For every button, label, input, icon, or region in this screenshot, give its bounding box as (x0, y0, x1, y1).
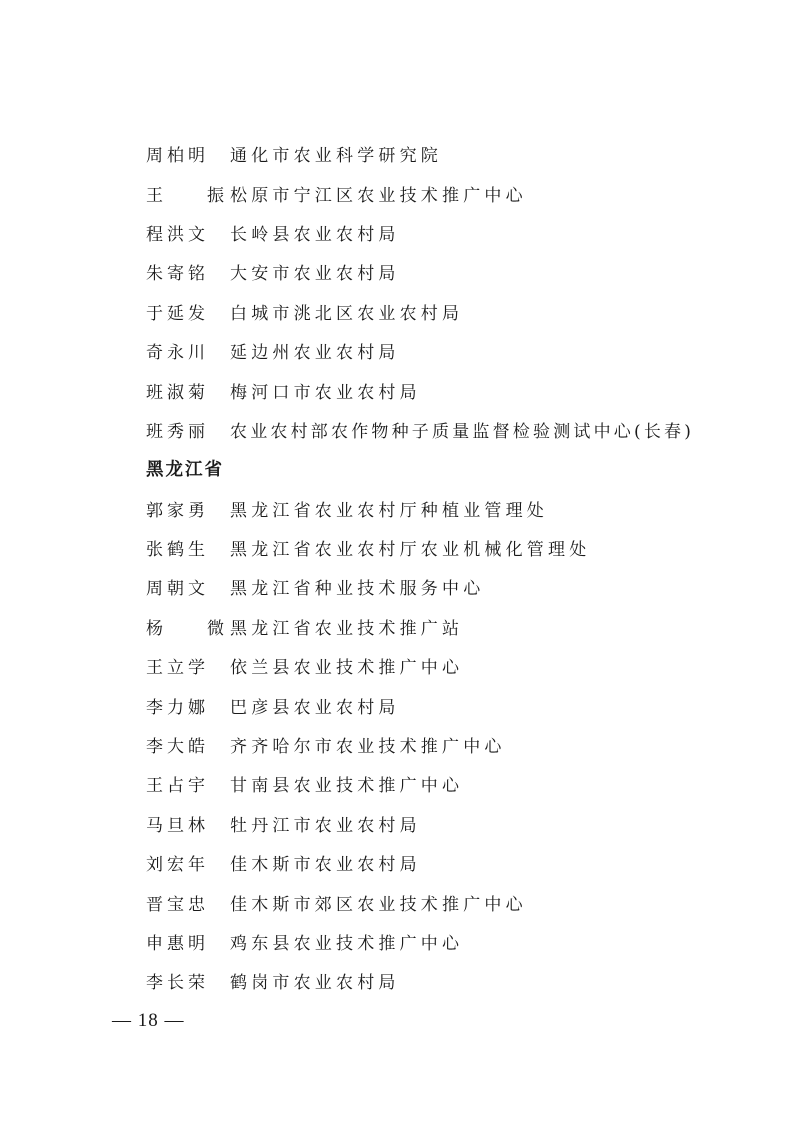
organization: 鸡东县农业技术推广中心 (230, 934, 464, 954)
organization: 黑龙江省种业技术服务中心 (230, 579, 485, 600)
section-heading-heilongjiang: 黑龙江省 (146, 460, 224, 481)
list-item (146, 528, 746, 567)
person-name: 李长荣 (146, 973, 209, 994)
list-item (146, 567, 746, 606)
organization: 松原市宁江区农业技术推广中心 (230, 185, 527, 206)
list-item (146, 331, 746, 370)
organization: 依兰县农业技术推广中心 (230, 658, 464, 679)
organization: 通化市农业科学研究院 (230, 146, 442, 167)
list-item (146, 922, 746, 961)
list-item (146, 252, 746, 291)
person-name: 班秀丽 (146, 421, 209, 442)
person-name-part: 杨 (146, 618, 163, 639)
person-name: 程洪文 (146, 224, 209, 245)
organization: 齐齐哈尔市农业技术推广中心 (230, 737, 506, 758)
organization: 甘南县农业技术推广中心 (230, 776, 464, 797)
list-item (146, 685, 746, 724)
person-name: 马旦林 (146, 815, 209, 836)
list-item (146, 370, 746, 409)
list-item (146, 607, 746, 646)
organization: 佳木斯市农业农村局 (230, 855, 421, 876)
person-name: 晋宝忠 (146, 894, 209, 915)
person-name (146, 614, 230, 639)
person-name: 李力娜 (146, 697, 209, 718)
page-number: — 18 — (112, 1010, 185, 1031)
organization: 农业农村部农作物种子质量监督检验测试中心(长春) (230, 421, 695, 442)
person-name-part: 微 (207, 618, 224, 639)
person-name: 于延发 (146, 303, 209, 324)
person-name: 李大皓 (146, 737, 209, 758)
person-name: 王占宇 (146, 776, 209, 797)
organization: 牡丹江市农业农村局 (230, 815, 421, 836)
person-name: 周朝文 (146, 579, 209, 600)
person-name: 奇永川 (146, 343, 209, 364)
organization: 巴彦县农业农村局 (230, 697, 400, 718)
personnel-list (146, 134, 746, 1001)
person-name: 周柏明 (146, 146, 209, 167)
list-item (146, 489, 746, 528)
list-item (146, 410, 746, 449)
person-name: 王立学 (146, 658, 209, 679)
organization: 鹤岗市农业农村局 (230, 973, 400, 994)
organization: 梅河口市农业农村局 (230, 382, 421, 403)
organization: 佳木斯市郊区农业技术推广中心 (230, 894, 527, 915)
organization: 长岭县农业农村局 (230, 224, 400, 245)
organization: 大安市农业农村局 (230, 264, 400, 285)
person-name: 刘宏年 (146, 855, 209, 876)
person-name-part: 振 (207, 185, 224, 206)
list-item (146, 764, 746, 803)
person-name-part: 王 (146, 185, 163, 206)
list-item (146, 804, 746, 843)
person-name: 张鹤生 (146, 540, 209, 561)
list-item (146, 882, 746, 921)
list-item (146, 134, 746, 173)
list-item (146, 843, 746, 882)
organization: 延边州农业农村局 (230, 343, 400, 364)
person-name: 申惠明 (146, 934, 209, 954)
list-item (146, 646, 746, 685)
organization: 白城市洮北区农业农村局 (230, 303, 464, 324)
person-name: 朱寄铭 (146, 264, 209, 285)
person-name: 班淑菊 (146, 382, 209, 403)
organization: 黑龙江省农业农村厅农业机械化管理处 (230, 540, 591, 561)
organization: 黑龙江省农业技术推广站 (230, 618, 464, 639)
list-item (146, 213, 746, 252)
person-name: 郭家勇 (146, 500, 209, 521)
person-name (146, 181, 230, 206)
organization: 黑龙江省农业农村厅种植业管理处 (230, 500, 548, 521)
list-item (146, 725, 746, 764)
list-item (146, 173, 746, 212)
list-item (146, 292, 746, 331)
list-item (146, 961, 746, 1000)
